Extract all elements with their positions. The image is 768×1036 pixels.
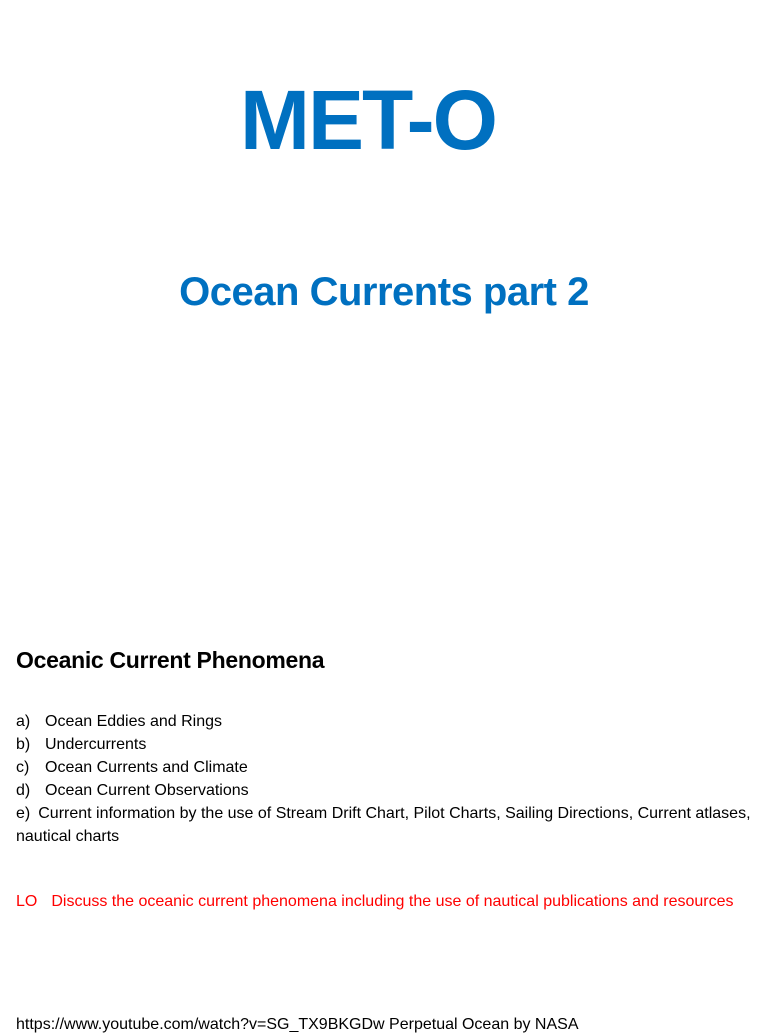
topic-marker: e) (16, 805, 31, 822)
topic-text: Undercurrents (45, 736, 147, 753)
topic-item (16, 756, 752, 779)
subtitle: Ocean Currents part 2 (179, 270, 589, 314)
topic-marker: d) (16, 782, 31, 799)
topic-text: Current information by the use of Stream Drift Chart, Pilot Charts, Sailing Directions, Current atlases, nautical charts (16, 805, 751, 845)
content-slide (16, 642, 752, 913)
learning-objective-text: Discuss the oceanic current phenomena including the use of nautical publications and resources (51, 893, 734, 910)
topic-text: Ocean Eddies and Rings (45, 713, 222, 730)
topic-marker: b) (16, 736, 31, 753)
topic-item (16, 779, 752, 802)
topic-text: Ocean Currents and Climate (45, 759, 248, 776)
main-title: MET-O (240, 73, 496, 167)
topic-item (16, 733, 752, 756)
topic-item (16, 802, 752, 848)
topic-marker: a) (16, 713, 31, 730)
topic-list (16, 710, 752, 848)
video-link[interactable]: https://www.youtube.com/watch?v=SG_TX9BKGDw Perpetual Ocean by NASA (16, 1016, 579, 1033)
section-heading: Oceanic Current Phenomena (16, 647, 325, 673)
topic-item (16, 710, 752, 733)
topic-marker: c) (16, 759, 30, 776)
learning-objective (16, 890, 752, 913)
learning-objective-label: LO (16, 893, 38, 910)
topic-text: Ocean Current Observations (45, 782, 249, 799)
